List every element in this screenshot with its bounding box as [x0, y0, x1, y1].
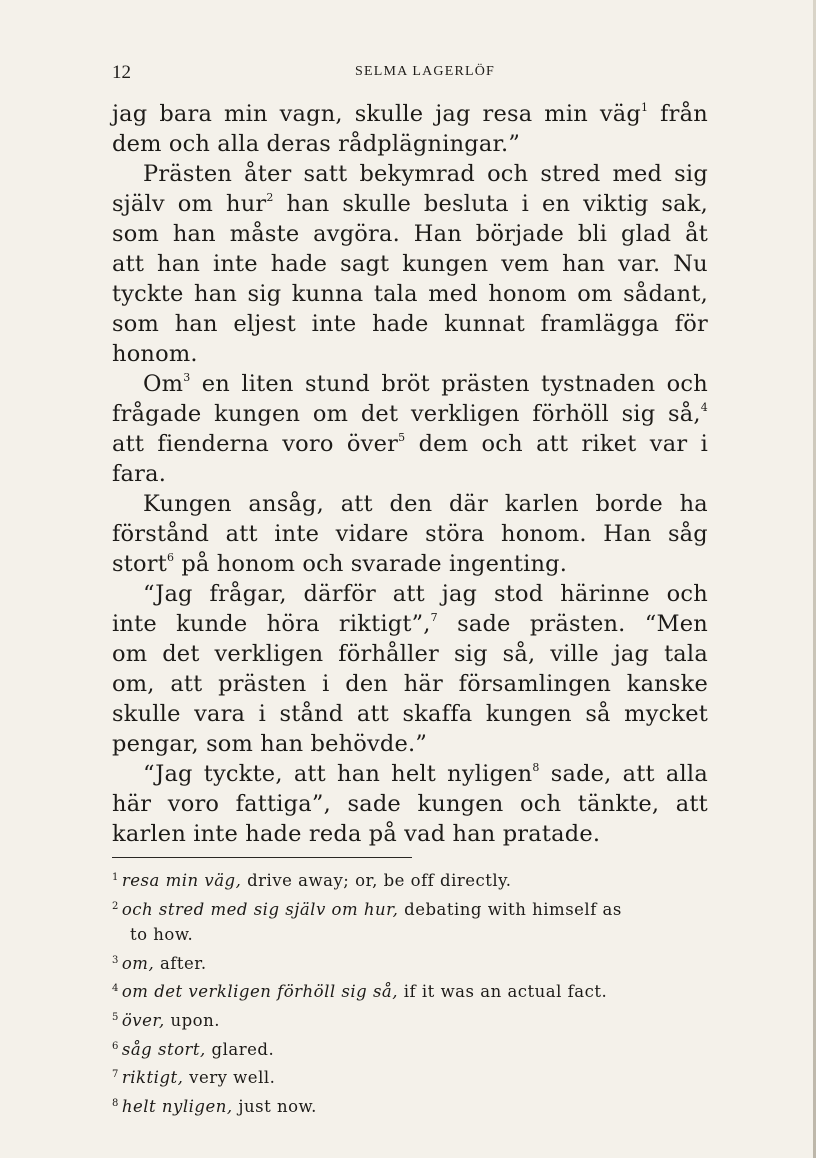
word: sade [347, 791, 401, 817]
word: liten [241, 371, 294, 397]
word: för [674, 311, 708, 337]
footnote-gloss: if it was an actual fact. [403, 982, 608, 1002]
word: och [302, 551, 344, 577]
word: eljest [233, 311, 296, 337]
word: han [562, 251, 606, 277]
word: vad [404, 821, 446, 847]
body-line [112, 189, 708, 219]
word: riket [581, 431, 637, 457]
footnote-term: resa min väg, [121, 871, 242, 890]
word: karlen [504, 491, 579, 517]
body-text [112, 99, 708, 849]
footnote-term: om det verkligen förhöll sig så, [121, 982, 399, 1002]
word: började [475, 221, 564, 247]
footnote [112, 1005, 712, 1034]
word: i [322, 671, 330, 697]
word: det [162, 641, 200, 667]
word: åter [244, 161, 292, 187]
footnote-number: 3 [112, 954, 119, 966]
word: han [286, 191, 330, 217]
word: i [258, 701, 267, 727]
word: dem [418, 431, 469, 457]
word: därför [303, 581, 376, 607]
word: det [360, 401, 399, 427]
word: som [112, 221, 160, 247]
word: och [487, 161, 529, 187]
word: hade [270, 251, 328, 277]
word: jag [613, 641, 650, 667]
word: att [356, 701, 389, 727]
word: att [112, 251, 145, 277]
word: att [293, 761, 326, 787]
word: störa [425, 521, 485, 547]
body-line [112, 669, 708, 699]
word: om [177, 191, 214, 217]
footnote-number: 1 [112, 872, 119, 883]
word: ville [550, 641, 599, 667]
body-line [112, 249, 708, 279]
word: sig [453, 641, 488, 667]
word: reda [308, 821, 362, 847]
word: jag [112, 101, 148, 127]
footnotes [112, 865, 712, 1119]
word: att [170, 671, 203, 697]
word: “Men [644, 611, 708, 637]
word: Han [413, 221, 462, 247]
word: stort$^6$ [112, 551, 175, 577]
word: den [345, 671, 389, 697]
word: karlen [112, 821, 187, 847]
word: sade, [550, 761, 612, 787]
word: vara [194, 701, 246, 727]
body-line [112, 219, 708, 249]
footnote-continuation: to how. [130, 925, 194, 945]
word: om [577, 281, 613, 307]
word: rådplägningar.” [338, 131, 521, 157]
body-line [112, 99, 708, 129]
body-line [112, 339, 708, 369]
word: vagn, [279, 101, 343, 127]
word: verkligen [214, 641, 324, 667]
word: vem [501, 251, 550, 277]
word: stod [494, 581, 544, 607]
word: tala [373, 281, 418, 307]
word: själv [112, 191, 165, 217]
word: prästen [218, 671, 307, 697]
word: på [181, 551, 210, 577]
word: kungen [485, 701, 572, 727]
word: Nu [673, 251, 708, 277]
word: som [112, 311, 160, 337]
word: satt [303, 161, 348, 187]
word: hade [245, 821, 302, 847]
word: skaffa [402, 701, 473, 727]
word: hur$^2$ [226, 191, 274, 217]
word: jag [441, 581, 478, 607]
word: han [172, 221, 216, 247]
body-line [112, 579, 708, 609]
page-number: 12 [112, 62, 131, 83]
word: i [700, 431, 708, 457]
word: kunna [291, 281, 364, 307]
footnote-number: 7 [112, 1069, 119, 1081]
word: tystnaden [541, 371, 656, 397]
word: fara. [112, 461, 167, 487]
word: besluta [423, 191, 509, 217]
word: som [206, 731, 254, 757]
word: sådant, [623, 281, 708, 307]
word: “Jag [143, 761, 193, 787]
body-line [112, 279, 708, 309]
word: viktig [583, 191, 649, 217]
body-line [112, 639, 708, 669]
word: honom [488, 281, 567, 307]
word: att [536, 431, 569, 457]
word: här [403, 671, 443, 697]
body-line [112, 399, 708, 429]
word: att [340, 491, 373, 517]
word: framlägga [540, 311, 660, 337]
word: dem [112, 131, 162, 157]
word: förstånd [112, 521, 210, 547]
word: var [649, 431, 688, 457]
word: Om$^3$ [143, 371, 191, 397]
word: jag [435, 101, 471, 127]
word: voro [282, 431, 334, 457]
running-head: SELMA LAGERLÖF [354, 64, 496, 79]
word: och [168, 131, 211, 157]
footnote-gloss: glared. [211, 1039, 275, 1059]
word: han [337, 761, 381, 787]
word: en [201, 371, 230, 397]
body-line [112, 459, 708, 489]
word: skulle [342, 191, 411, 217]
word: vidare [335, 521, 409, 547]
word: stund [304, 371, 370, 397]
word: skulle [354, 101, 424, 127]
word: pratade. [502, 821, 601, 847]
word: kunnat [444, 311, 525, 337]
word: och [520, 791, 562, 817]
word: måste [229, 221, 300, 247]
word: med [428, 281, 478, 307]
word: alla [217, 131, 260, 157]
word: resa [482, 101, 533, 127]
word: att [392, 581, 425, 607]
footnote-gloss: upon. [170, 1010, 220, 1030]
word: så, [502, 641, 536, 667]
word: honom. [501, 521, 587, 547]
word: med [612, 161, 663, 187]
body-line [112, 609, 708, 639]
footnote-term: om, [121, 953, 155, 973]
word: på [368, 821, 397, 847]
word: han [452, 821, 496, 847]
footnote-gloss: drive away; or, be off directly. [247, 871, 512, 890]
word: kunde [176, 611, 248, 637]
word: kungen [402, 251, 489, 277]
word: såg [667, 521, 708, 547]
body-line [112, 549, 708, 579]
word: en [541, 191, 571, 217]
word: prästen [441, 371, 530, 397]
footnote-term: såg stort, [121, 1039, 206, 1059]
word: så,$^4$ [668, 401, 708, 427]
word: och [666, 371, 708, 397]
word: fattiga”, [235, 791, 331, 817]
word: bara [159, 101, 213, 127]
word: förhöll [532, 401, 609, 427]
word: här [112, 791, 152, 817]
word: stred [540, 161, 601, 187]
body-line [112, 819, 708, 849]
word: så [585, 701, 611, 727]
body-line [112, 429, 708, 459]
footnote-gloss: debating with himself as [404, 899, 622, 919]
body-line [112, 789, 708, 819]
word: han [157, 251, 201, 277]
word: frågade [112, 401, 202, 427]
footnote-number: 5 [112, 1011, 119, 1023]
footnote-rule [112, 857, 412, 858]
word: den [389, 491, 433, 517]
footnote-gloss: very well. [189, 1068, 276, 1088]
footnote-term: över, [121, 1010, 165, 1030]
footnote-number: 8 [112, 1097, 119, 1109]
word: att [675, 791, 708, 817]
word: han [260, 731, 304, 757]
word: nyligen$^8$ [447, 761, 540, 787]
word: voro [167, 791, 220, 817]
word: “Jag [143, 581, 193, 607]
footnote [112, 1091, 712, 1120]
word: honom. [112, 341, 198, 367]
word: och [481, 431, 523, 457]
word: glad [621, 221, 672, 247]
footnote-gloss: just now. [238, 1096, 317, 1116]
word: församlingen [458, 671, 612, 697]
word: om [312, 401, 349, 427]
word: svarade [350, 551, 442, 577]
body-line [112, 159, 708, 189]
word: tala [664, 641, 708, 667]
word: väg$^1$ [599, 101, 649, 127]
word: och [666, 581, 708, 607]
word: Prästen [143, 161, 233, 187]
word: avgöra. [313, 221, 400, 247]
word: sig [621, 401, 656, 427]
word: att [225, 521, 258, 547]
word: inte [274, 521, 320, 547]
word: bli [577, 221, 608, 247]
word: höra [266, 611, 320, 637]
word: fienderna [157, 431, 269, 457]
word: borde [595, 491, 663, 517]
word: ingenting. [448, 551, 568, 577]
word: sig [674, 161, 708, 187]
body-line [112, 729, 708, 759]
body-line [112, 309, 708, 339]
word: inte [311, 311, 357, 337]
word: stånd [279, 701, 344, 727]
word: från [660, 101, 708, 127]
word: förhåller [338, 641, 440, 667]
word: sade [457, 611, 511, 637]
footnote-term: helt nyligen, [121, 1096, 233, 1116]
word: behövde.” [310, 731, 428, 757]
word: sig [247, 281, 282, 307]
word: härinne [560, 581, 650, 607]
body-line [112, 489, 708, 519]
word: riktigt”,$^7$ [338, 611, 438, 637]
word: ansåg, [248, 491, 325, 517]
body-line [112, 699, 708, 729]
footnote-term: och stred med sig själv om hur, [121, 899, 399, 919]
word: tänkte, [577, 791, 660, 817]
word: kanske [626, 671, 708, 697]
word: kungen [417, 791, 504, 817]
word: inte [212, 251, 258, 277]
body-line [112, 519, 708, 549]
word: inte [112, 611, 157, 637]
word: han [174, 311, 218, 337]
word: verkligen [410, 401, 520, 427]
word: tyckte, [203, 761, 283, 787]
word: Han [603, 521, 652, 547]
page-header [112, 62, 708, 84]
footnote [112, 948, 712, 977]
word: kungen [214, 401, 301, 427]
footnote-number: 4 [112, 983, 119, 995]
word: om, [112, 671, 155, 697]
footnote-number: 6 [112, 1040, 119, 1052]
footnote-term: riktigt, [121, 1068, 184, 1088]
word: frågar, [209, 581, 287, 607]
word: om [112, 641, 148, 667]
word: bekymrad [359, 161, 476, 187]
word: sak, [661, 191, 708, 217]
word: deras [266, 131, 331, 157]
word: sagt [340, 251, 390, 277]
word: i [521, 191, 530, 217]
word: skulle [112, 701, 181, 727]
footnote [112, 865, 712, 894]
word: mycket [624, 701, 708, 727]
footnote-gloss: after. [159, 953, 207, 973]
word: pengar, [112, 731, 199, 757]
word: helt [391, 761, 437, 787]
word: att [622, 761, 655, 787]
body-line [112, 759, 708, 789]
word: hade [372, 311, 429, 337]
word: Kungen [143, 491, 232, 517]
word: min [224, 101, 268, 127]
footnote [112, 1062, 712, 1091]
word: ha [679, 491, 708, 517]
word: alla [665, 761, 708, 787]
word: tyckte [112, 281, 184, 307]
footnote [112, 894, 712, 923]
word: prästen. [529, 611, 626, 637]
word: åt [685, 221, 708, 247]
word: var. [618, 251, 661, 277]
word: min [544, 101, 588, 127]
word: honom [216, 551, 296, 577]
body-line [112, 369, 708, 399]
footnote [112, 976, 712, 1005]
word: han [194, 281, 238, 307]
body-line [112, 129, 708, 159]
word: att [112, 431, 145, 457]
footnote-number: 2 [112, 900, 119, 912]
word: där [448, 491, 489, 517]
word: över$^5$ [346, 431, 406, 457]
word: bröt [381, 371, 430, 397]
word: inte [193, 821, 239, 847]
footnote [112, 1034, 712, 1063]
